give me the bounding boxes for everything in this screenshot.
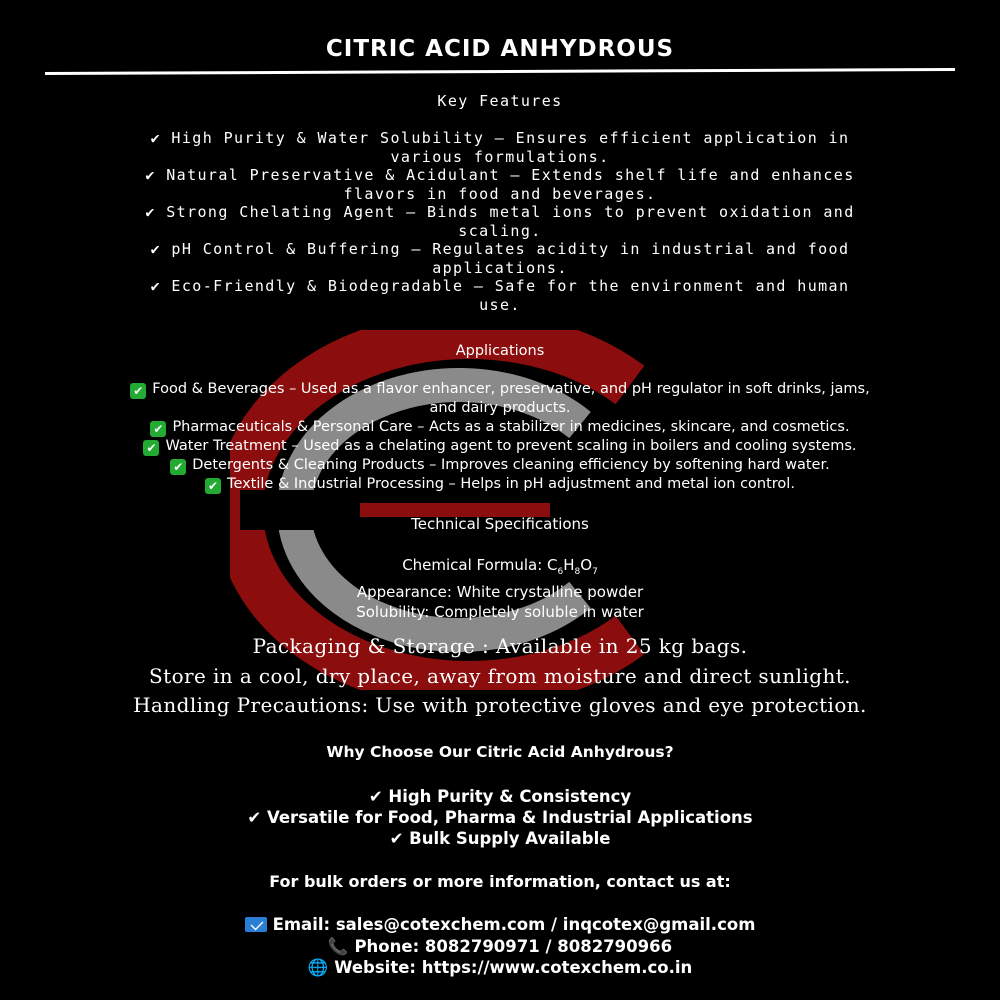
list-item — [95, 166, 905, 203]
packaging-storage — [0, 632, 1000, 721]
feature-line: ✔ Eco-Friendly & Biodegradable – Safe for the environment and human — [150, 277, 850, 295]
list-item — [95, 277, 905, 314]
website-text: Website: https://www.cotexchem.co.in — [334, 958, 693, 977]
phone-contact[interactable] — [0, 936, 1000, 958]
check-mark-icon: ✔ — [170, 459, 186, 475]
check-mark-icon: ✔ — [130, 383, 146, 399]
email-icon — [245, 917, 267, 932]
why-choose-list — [0, 786, 1000, 849]
check-mark-icon: ✔ — [150, 421, 166, 437]
feature-line: various formulations. — [390, 147, 610, 166]
application-line: Detergents & Cleaning Products – Improves cleaning efficiency by softening hard water. — [192, 457, 830, 473]
list-item — [95, 203, 905, 240]
applications-list — [50, 380, 950, 494]
check-mark-icon: ✔ — [205, 478, 221, 494]
list-item: ✔ Versatile for Food, Pharma & Industrial Applications — [247, 808, 753, 827]
title-divider — [45, 68, 955, 75]
solubility-spec: Solubility: Completely soluble in water — [356, 603, 644, 621]
feature-line: use. — [479, 295, 521, 314]
application-line: Food & Beverages – Used as a flavor enhancer, preservative, and pH regulator in soft drinks, jams, — [152, 381, 870, 397]
phone-icon: 📞 — [327, 936, 349, 956]
feature-line: flavors in food and beverages. — [343, 184, 657, 203]
technical-specifications-list — [0, 555, 1000, 622]
contact-heading: For bulk orders or more information, contact us at: — [269, 872, 731, 891]
application-line: and dairy products. — [429, 400, 571, 416]
why-choose-heading: Why Choose Our Citric Acid Anhydrous? — [326, 743, 674, 761]
email-contact[interactable] — [0, 914, 1000, 936]
website-link[interactable] — [0, 957, 1000, 979]
page-title: CITRIC ACID ANHYDROUS — [325, 36, 675, 62]
list-item — [95, 129, 905, 166]
packaging-line: Packaging & Storage : Available in 25 kg bags. — [252, 634, 748, 658]
contact-list — [0, 914, 1000, 979]
list-item — [50, 418, 950, 437]
feature-line: applications. — [432, 258, 568, 277]
list-item: ✔ Bulk Supply Available — [389, 829, 611, 848]
email-text: Email: sales@cotexchem.com / inqcotex@gmail.com — [272, 915, 756, 934]
application-line: Textile & Industrial Processing – Helps in pH adjustment and metal ion control. — [227, 476, 795, 492]
feature-line: ✔ pH Control & Buffering – Regulates acidity in industrial and food — [150, 240, 850, 258]
key-features-heading: Key Features — [437, 92, 563, 110]
application-line: Pharmaceuticals & Personal Care – Acts as a stabilizer in medicines, skincare, and cosmetics. — [172, 419, 850, 435]
appearance-spec: Appearance: White crystalline powder — [356, 583, 644, 601]
phone-text: Phone: 8082790971 / 8082790966 — [354, 936, 673, 956]
handling-line: Handling Precautions: Use with protective gloves and eye protection. — [133, 693, 867, 717]
application-line: Water Treatment – Used as a chelating agent to prevent scaling in boilers and cooling systems. — [165, 438, 857, 454]
technical-specifications-heading: Technical Specifications — [411, 515, 589, 533]
list-item — [50, 456, 950, 475]
applications-heading: Applications — [455, 343, 545, 359]
check-mark-icon: ✔ — [143, 440, 159, 456]
feature-line: scaling. — [458, 221, 542, 240]
list-item — [50, 437, 950, 456]
storage-line: Store in a cool, dry place, away from moisture and direct sunlight. — [149, 663, 851, 688]
list-item: ✔ High Purity & Consistency — [368, 787, 632, 806]
feature-line: ✔ Strong Chelating Agent – Binds metal ions to prevent oxidation and — [145, 203, 855, 221]
feature-line: ✔ High Purity & Water Solubility – Ensures efficient application in — [150, 129, 850, 147]
key-features-list — [95, 129, 905, 314]
list-item — [50, 380, 950, 418]
chemical-formula: Chemical Formula: $C_6H_8O_7$ — [402, 556, 598, 577]
globe-icon: 🌐 — [307, 958, 329, 977]
feature-line: ✔ Natural Preservative & Acidulant – Extends shelf life and enhances — [145, 166, 855, 184]
list-item — [50, 475, 950, 494]
list-item — [95, 240, 905, 277]
